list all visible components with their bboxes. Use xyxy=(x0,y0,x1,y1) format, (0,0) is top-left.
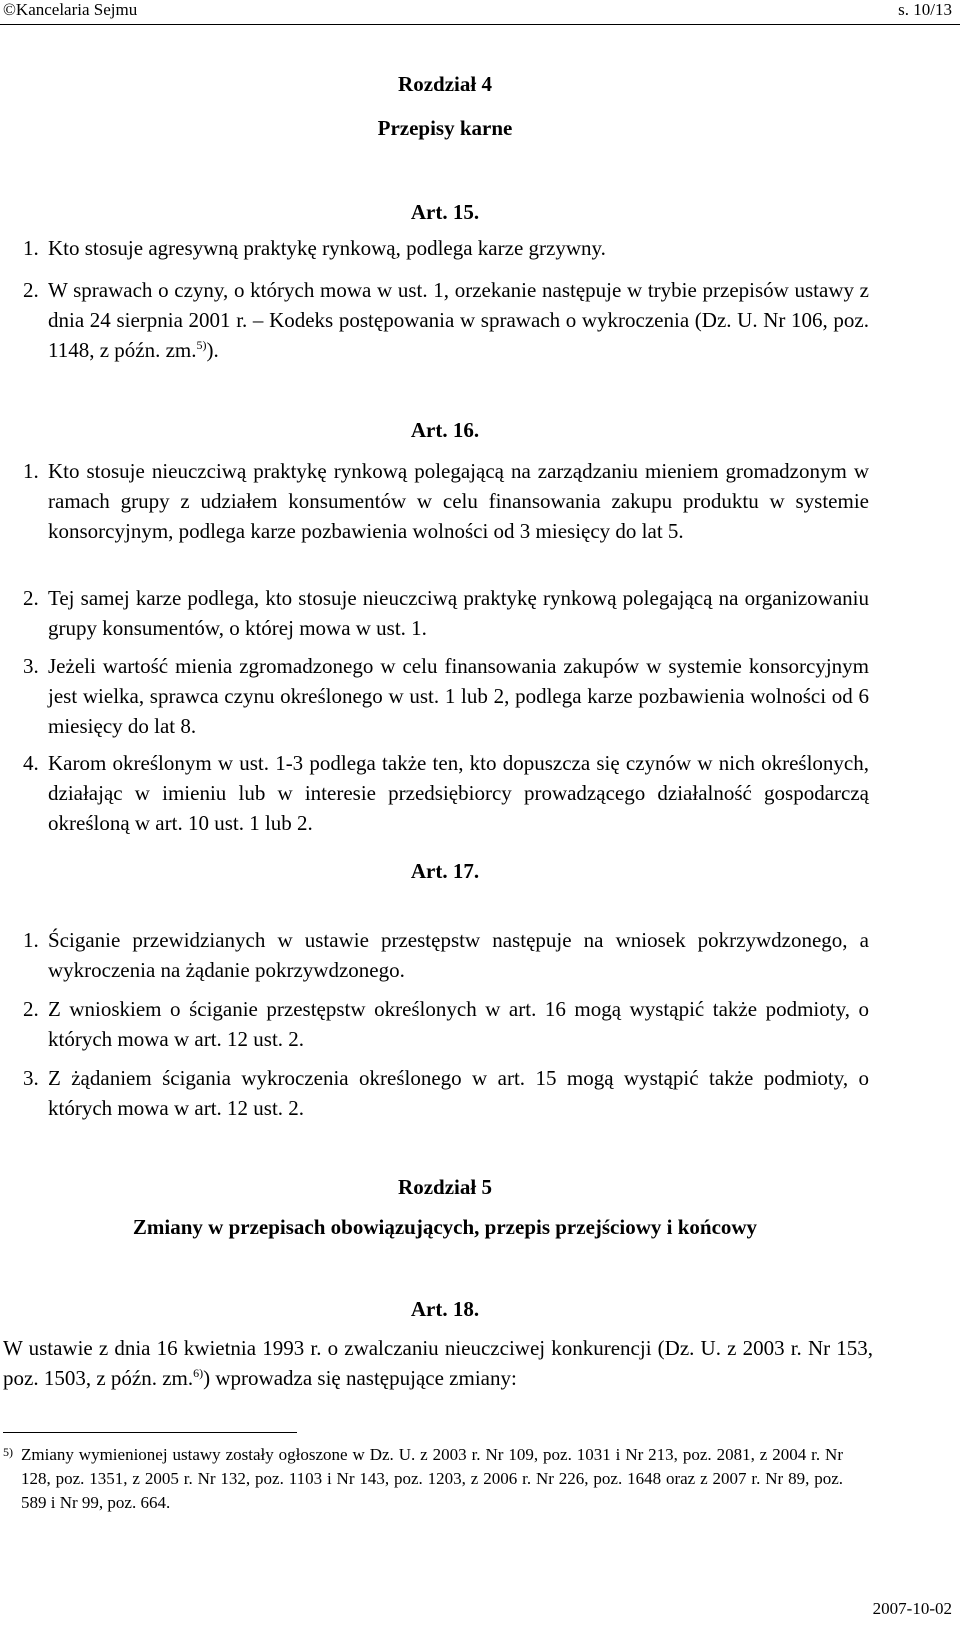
art-15-par-2 xyxy=(23,275,869,365)
chapter-5-subtitle: Zmiany w przepisach obowiązujących, przepis przejściowy i końcowy xyxy=(132,1215,758,1239)
footer-date: 2007-10-02 xyxy=(872,1599,952,1618)
art-16-par-1 xyxy=(23,456,869,546)
art-16-par-2 xyxy=(23,583,869,643)
art-text-end: ) wprowadza się następujące zmiany: xyxy=(203,1366,517,1390)
footnote-text: Zmiany wymienionej ustawy zostały ogłoszone w Dz. U. z 2003 r. Nr 109, poz. 1031 i Nr 213, poz. 2081, z 2004 r. Nr 128, poz. 1351, z 2005 r. Nr 132, poz. 1103 i Nr 143, poz. 1203, z 2006 r. Nr 226, poz. 1648 oraz z 2007 r. Nr 89, poz. 589 i Nr 99, poz. 664. xyxy=(21,1445,843,1512)
art-17-par-2 xyxy=(23,994,869,1054)
par-number: 1. xyxy=(23,928,39,952)
art-17-par-1 xyxy=(23,925,869,985)
footnote xyxy=(3,1443,843,1515)
copyright-text: ©Kancelaria Sejmu xyxy=(3,0,138,19)
page-number: s. 10/13 xyxy=(898,0,952,19)
chapter-4-subtitle: Przepisy karne xyxy=(377,116,513,140)
page-header xyxy=(0,0,960,25)
footnote-mark: 5) xyxy=(3,1445,13,1459)
par-number: 2. xyxy=(23,278,39,302)
footnote-ref[interactable]: 5) xyxy=(196,338,207,352)
art-18-heading: Art. 18. xyxy=(410,1297,480,1321)
par-number: 2. xyxy=(23,997,39,1021)
art-16-par-4 xyxy=(23,748,869,838)
par-number: 1. xyxy=(23,236,39,260)
par-text: Jeżeli wartość mienia zgromadzonego w celu finansowania zakupów w systemie konsorcyjnym jest wielka, sprawca czynu określonego w ust. 1 lub 2, podlega karze pozbawienia wolności od 6 miesięcy do lat 8. xyxy=(48,654,869,738)
chapter-4-title: Rozdział 4 xyxy=(398,72,492,96)
chapter-5-title: Rozdział 5 xyxy=(398,1175,492,1199)
art-16-par-3 xyxy=(23,651,869,741)
art-16-heading: Art. 16. xyxy=(410,418,480,442)
par-number: 2. xyxy=(23,586,39,610)
par-text-end: ). xyxy=(206,338,219,362)
par-text: Kto stosuje agresywną praktykę rynkową, podlega karze grzywny. xyxy=(48,236,606,260)
par-text: W sprawach o czyny, o których mowa w ust. 1, orzekanie następuje w trybie przepisów ustawy z dnia 24 sierpnia 2001 r. – Kodeks postępowania w sprawach o wykroczenia (Dz. U. Nr 106, poz. 1148, z późn. zm. xyxy=(48,278,869,362)
art-15-heading: Art. 15. xyxy=(410,200,480,224)
par-text: Tej samej karze podlega, kto stosuje nieuczciwą praktykę rynkową polegającą na organizowaniu grupy konsumentów, o której mowa w ust. 1. xyxy=(48,586,869,640)
par-text: Kto stosuje nieuczciwą praktykę rynkową polegającą na zarządzaniu mieniem gromadzonym w ramach grupy z udziałem konsumentów w celu finansowania zakupu produktu w systemie konsorcyjnym, podlega karze pozbawienia wolności od 3 miesięcy do lat 5. xyxy=(48,459,869,543)
art-17-heading: Art. 17. xyxy=(410,859,480,883)
footnote-separator xyxy=(3,1432,297,1433)
par-number: 1. xyxy=(23,459,39,483)
par-text: Z wnioskiem o ściganie przestępstw określonych w art. 16 mogą wystąpić także podmioty, o których mowa w art. 12 ust. 2. xyxy=(48,997,869,1051)
par-number: 4. xyxy=(23,751,39,775)
art-text: W ustawie z dnia 16 kwietnia 1993 r. o zwalczaniu nieuczciwej konkurencji (Dz. U. z 2003 r. Nr 153, poz. 1503, z późn. zm. xyxy=(3,1336,873,1390)
art-15-par-1 xyxy=(23,233,869,263)
art-18-text xyxy=(3,1333,873,1393)
par-number: 3. xyxy=(23,1066,39,1090)
par-text: Z żądaniem ścigania wykroczenia określonego w art. 15 mogą wystąpić także podmioty, o których mowa w art. 12 ust. 2. xyxy=(48,1066,869,1120)
par-number: 3. xyxy=(23,654,39,678)
footnote-ref[interactable]: 6) xyxy=(193,1366,204,1380)
art-17-par-3 xyxy=(23,1063,869,1123)
par-text: Karom określonym w ust. 1-3 podlega także ten, kto dopuszcza się czynów w nich określonych, działając w imieniu lub w interesie przedsiębiorcy prowadzącego działalność gospodarczą określoną w art. 10 ust. 1 lub 2. xyxy=(48,751,869,835)
par-text: Ściganie przewidzianych w ustawie przestępstw następuje na wniosek pokrzywdzonego, a wykroczenia na żądanie pokrzywdzonego. xyxy=(48,928,869,982)
